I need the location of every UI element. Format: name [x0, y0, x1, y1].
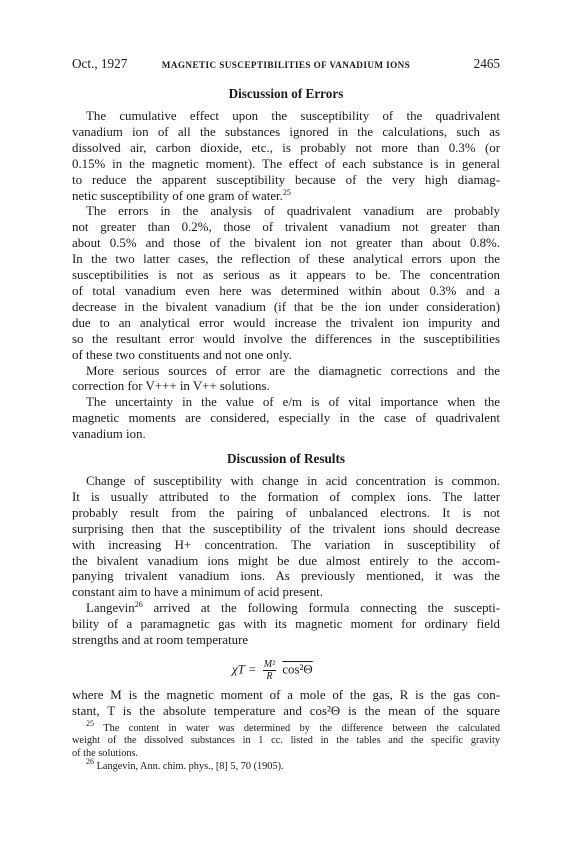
formula-denominator: R	[266, 671, 273, 682]
text-line: dissolved air, carbon dioxide, etc., is probably not more than 0.3% (or	[72, 140, 500, 155]
text-line: vanadium ion of all the substances ignored in the calculations, such as	[72, 124, 500, 139]
text-line: where M is the magnetic moment of a mole of the gas, R is the gas con-	[72, 688, 500, 702]
text-line: due to an analytical error would increase the trivalent ion impurity and	[72, 315, 500, 330]
text-line: panying trivalent vanadium ions. As previously mentioned, it was the	[72, 569, 500, 584]
text-line: the bivalent vanadium ions might be due almost entirely to the accom-	[72, 553, 500, 568]
results-paragraph-2	[72, 601, 500, 649]
text-line: magnetic moments are considered, especially in the case of quadrivalent	[72, 411, 500, 426]
text-line: bility of a paramagnetic gas with its magnetic moment for ordinary field	[72, 617, 500, 632]
formula-lhs: χT =	[232, 662, 257, 677]
text-line: The errors in the analysis of quadrivalent vanadium are probably	[86, 204, 500, 219]
text-line: Langevin$^{26}$ arrived at the following formula connecting the suscepti-	[86, 600, 500, 616]
text-line: of these two constituents and not one only.	[72, 347, 292, 362]
langevin-formula	[72, 651, 500, 685]
text-line: so the resultant error would involve the differences in the susceptibilities	[72, 331, 500, 346]
header-date: Oct., 1927	[72, 56, 128, 71]
text-line: with increasing H+ concentration. The variation in susceptibility of	[72, 537, 500, 552]
errors-paragraph-3	[72, 364, 500, 396]
errors-paragraph-4	[72, 395, 500, 443]
text-line: It is usually attributed to the formation of complex ions. The latter	[72, 489, 500, 504]
footnote-26	[72, 756, 500, 774]
text-line: More serious sources of error are the diamagnetic corrections and the	[86, 363, 500, 378]
results-paragraph-3	[72, 688, 500, 720]
text-line: netic susceptibility of one gram of water.$^{25}$	[72, 187, 291, 203]
text-line: Change of susceptibility with change in acid concentration is common.	[86, 474, 500, 489]
heading-discussion-of-errors: Discussion of Errors	[228, 86, 344, 101]
text-line: of the solutions.	[72, 748, 139, 759]
text-line: not greater than 0.2%, those of trivalent vanadium not greater than	[72, 220, 500, 235]
author-name: Langevin	[86, 601, 135, 616]
footnote-ref-25: 25	[282, 187, 291, 197]
text-line: of total vanadium even here was determined within about 0.3% and a	[72, 283, 500, 298]
text-line: stant, T is the absolute temperature and cos²Θ is the mean of the square	[72, 703, 500, 718]
formula-numerator: M²	[263, 659, 276, 670]
text-line: weight of the dissolved substances in 1 cc. listed in the tables and the specific gravity	[72, 735, 500, 747]
text-line: The cumulative effect upon the susceptibility of the quadrivalent	[86, 109, 500, 123]
text-line: constant aim to have a minimum of acid present.	[72, 585, 323, 600]
text-line: 0.15% in the magnetic moment). The effect of each substance is in general	[72, 156, 500, 171]
text-line: In the two latter cases, the reflection of these analytical errors upon the	[72, 252, 500, 267]
page-number: 2465	[473, 56, 500, 71]
page-body	[72, 86, 500, 773]
formula-rhs: cos²Θ	[282, 662, 313, 677]
text-line: $^{25}$ The content in water was determined by the difference between the calculated	[86, 718, 501, 734]
text-line: strengths and at room temperature	[72, 633, 249, 648]
footnote-ref-26: 26	[134, 600, 143, 610]
text-line: decrease in the bivalent vanadium (if that be the ion under consideration)	[72, 299, 500, 314]
formula-fraction	[263, 659, 276, 682]
text-line: surprising then that the susceptibility of the trivalent ions should decrease	[72, 521, 500, 536]
page-header	[72, 56, 500, 72]
text-line: about 0.5% and those of the bivalent ion not greater than about 0.8%.	[72, 236, 500, 251]
text-line: $^{26}$ Langevin, Ann. chim. phys., [8] 5, 70 (1905).	[86, 756, 284, 772]
text-line: vanadium ion.	[72, 427, 146, 442]
text-line: to reduce the apparent susceptibility because of the very high diamag-	[72, 172, 500, 187]
text-line: probably result from the pairing of unbalanced electrons. It is not	[72, 505, 500, 520]
text-line: correction for V+++ in V++ solutions.	[72, 379, 270, 394]
footnotes	[72, 718, 501, 773]
errors-paragraph-1	[72, 109, 500, 204]
errors-paragraph-2	[72, 204, 500, 363]
footnote-25	[72, 718, 501, 761]
results-paragraph-1	[72, 474, 500, 601]
text-line: susceptibilities is not as serious as it appears to be. The concentration	[72, 268, 500, 283]
running-title: MAGNETIC SUSCEPTIBILITIES OF VANADIUM IONS	[161, 60, 411, 70]
heading-discussion-of-results: Discussion of Results	[227, 451, 345, 467]
text-line: The uncertainty in the value of e/m is of vital importance when the	[86, 395, 500, 410]
